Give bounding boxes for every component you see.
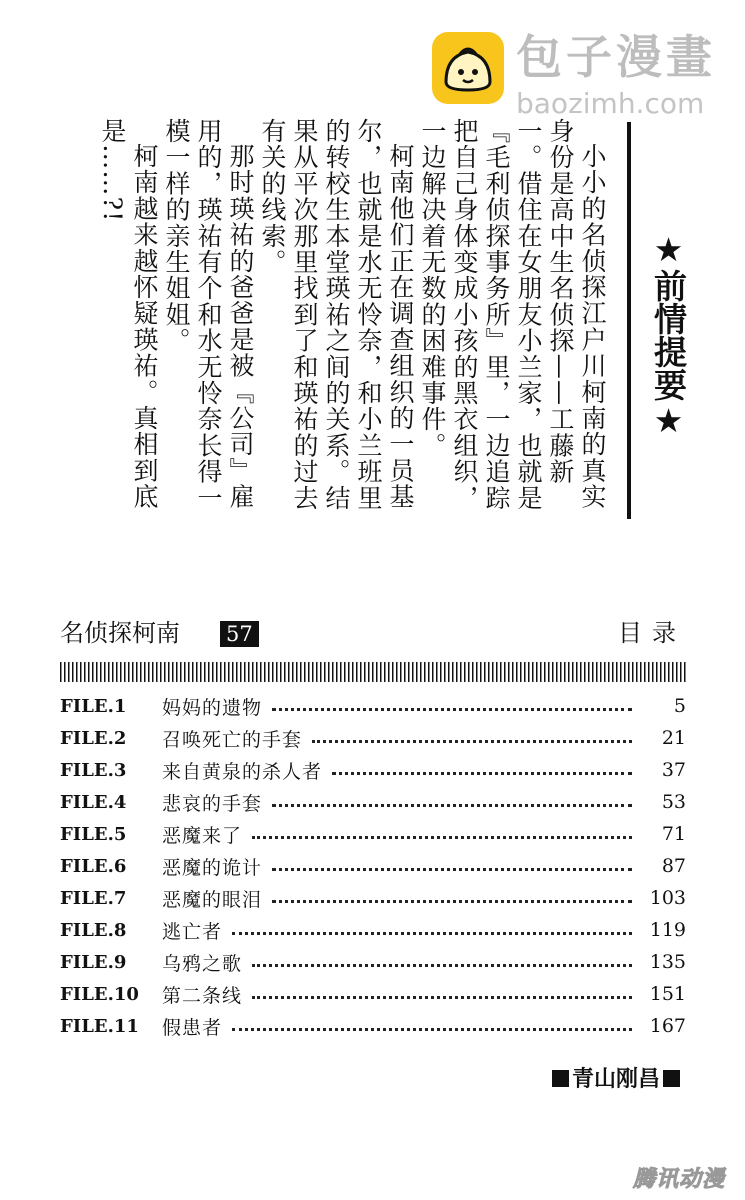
synopsis-paragraph: 柯南他们正在调查组织的一员基尔，也就是水无怜奈，和小兰班里的转校生本堂瑛祐之间的关系。结果从平次那里找到了和瑛祐的过去有关的线索。 bbox=[258, 118, 415, 511]
watermark bbox=[432, 32, 732, 122]
chapter-title: 妈妈的遗物 bbox=[162, 696, 263, 719]
file-number: FILE.4 bbox=[60, 791, 127, 813]
toc-row[interactable] bbox=[60, 818, 686, 850]
chapter-title: 召唤死亡的手套 bbox=[162, 728, 303, 751]
chapter-title: 来自黄泉的杀人者 bbox=[162, 760, 323, 783]
chapter-title: 恶魔的诡计 bbox=[162, 856, 263, 879]
toc-row[interactable] bbox=[60, 946, 686, 978]
synopsis-paragraph: 小小的名侦探江户川柯南的真实身份是高中生名侦探——工藤新一。借住在女朋友小兰家，也就是『毛利侦探事务所』里，一边追踪把自己身体变成小孩的黑衣组织，一边解决着无数的困难事件。 bbox=[418, 118, 607, 511]
leader-dots bbox=[252, 964, 632, 967]
toc-row[interactable] bbox=[60, 1010, 686, 1042]
file-number: FILE.6 bbox=[60, 855, 127, 877]
publisher-logo: 腾讯动漫 bbox=[632, 1167, 725, 1192]
chapter-title: 假患者 bbox=[162, 1016, 223, 1039]
file-number: FILE.2 bbox=[60, 727, 127, 749]
file-number: FILE.9 bbox=[60, 951, 127, 973]
file-number: FILE.5 bbox=[60, 823, 127, 845]
leader-dots bbox=[252, 996, 632, 999]
square-bullet-icon bbox=[552, 1070, 569, 1087]
file-number: FILE.10 bbox=[60, 983, 139, 1005]
watermark-url: baozimh.com bbox=[516, 87, 705, 120]
page-number: 37 bbox=[661, 759, 686, 781]
synopsis-paragraph: 柯南越来越怀疑瑛祐。真相到底是……?! bbox=[98, 118, 159, 510]
series-title: 名侦探柯南 bbox=[60, 619, 180, 647]
chapter-title: 乌鸦之歌 bbox=[162, 952, 243, 975]
chapter-title: 恶魔来了 bbox=[162, 824, 243, 847]
chapter-title: 第二条线 bbox=[162, 984, 243, 1007]
decorative-stripe bbox=[60, 662, 686, 682]
toc-row[interactable] bbox=[60, 786, 686, 818]
leader-dots bbox=[272, 900, 632, 903]
watermark-title: 包子漫畫 bbox=[516, 30, 716, 84]
author-name: 青山刚昌 bbox=[571, 1067, 660, 1092]
toc-header bbox=[60, 616, 686, 656]
chapter-title: 悲哀的手套 bbox=[162, 792, 263, 815]
file-number: FILE.1 bbox=[60, 695, 127, 717]
page-number: 53 bbox=[661, 791, 686, 813]
toc-row[interactable] bbox=[60, 914, 686, 946]
page-number: 119 bbox=[649, 919, 686, 941]
toc-title: 目录 bbox=[618, 619, 686, 647]
toc-row[interactable] bbox=[60, 850, 686, 882]
leader-dots bbox=[272, 868, 632, 871]
toc-row[interactable] bbox=[60, 978, 686, 1010]
toc-list bbox=[60, 690, 686, 1042]
page-number: 135 bbox=[649, 951, 686, 973]
file-number: FILE.11 bbox=[60, 1015, 139, 1037]
chapter-title: 恶魔的眼泪 bbox=[162, 888, 263, 911]
toc-row[interactable] bbox=[60, 882, 686, 914]
file-number: FILE.7 bbox=[60, 887, 127, 909]
square-bullet-icon bbox=[663, 1070, 680, 1087]
page-number: 151 bbox=[649, 983, 686, 1005]
leader-dots bbox=[232, 932, 632, 935]
synopsis-divider bbox=[627, 122, 631, 519]
volume-badge: 57 bbox=[220, 621, 259, 647]
synopsis-paragraph: 那时瑛祐的爸爸是被『公司』雇用的，瑛祐有个和水无怜奈长得一模一样的亲生姐姐。 bbox=[162, 118, 255, 511]
leader-dots bbox=[272, 804, 632, 807]
file-number: FILE.3 bbox=[60, 759, 127, 781]
toc-row[interactable] bbox=[60, 754, 686, 786]
page-number: 71 bbox=[661, 823, 686, 845]
leader-dots bbox=[272, 708, 632, 711]
page-number: 87 bbox=[661, 855, 686, 877]
leader-dots bbox=[332, 772, 632, 775]
page-number: 103 bbox=[649, 887, 686, 909]
file-number: FILE.8 bbox=[60, 919, 127, 941]
chapter-title: 逃亡者 bbox=[162, 920, 223, 943]
leader-dots bbox=[232, 1028, 632, 1031]
bun-logo-icon bbox=[432, 32, 504, 104]
page-number: 5 bbox=[673, 695, 686, 717]
toc-row[interactable] bbox=[60, 690, 686, 722]
toc-row[interactable] bbox=[60, 722, 686, 754]
page-number: 167 bbox=[649, 1015, 686, 1037]
author-credit bbox=[549, 1062, 683, 1093]
leader-dots bbox=[252, 836, 632, 839]
synopsis-body bbox=[66, 118, 608, 528]
leader-dots bbox=[312, 740, 632, 743]
page-number: 21 bbox=[661, 727, 686, 749]
synopsis-heading: ★前情提要★ bbox=[649, 230, 688, 440]
